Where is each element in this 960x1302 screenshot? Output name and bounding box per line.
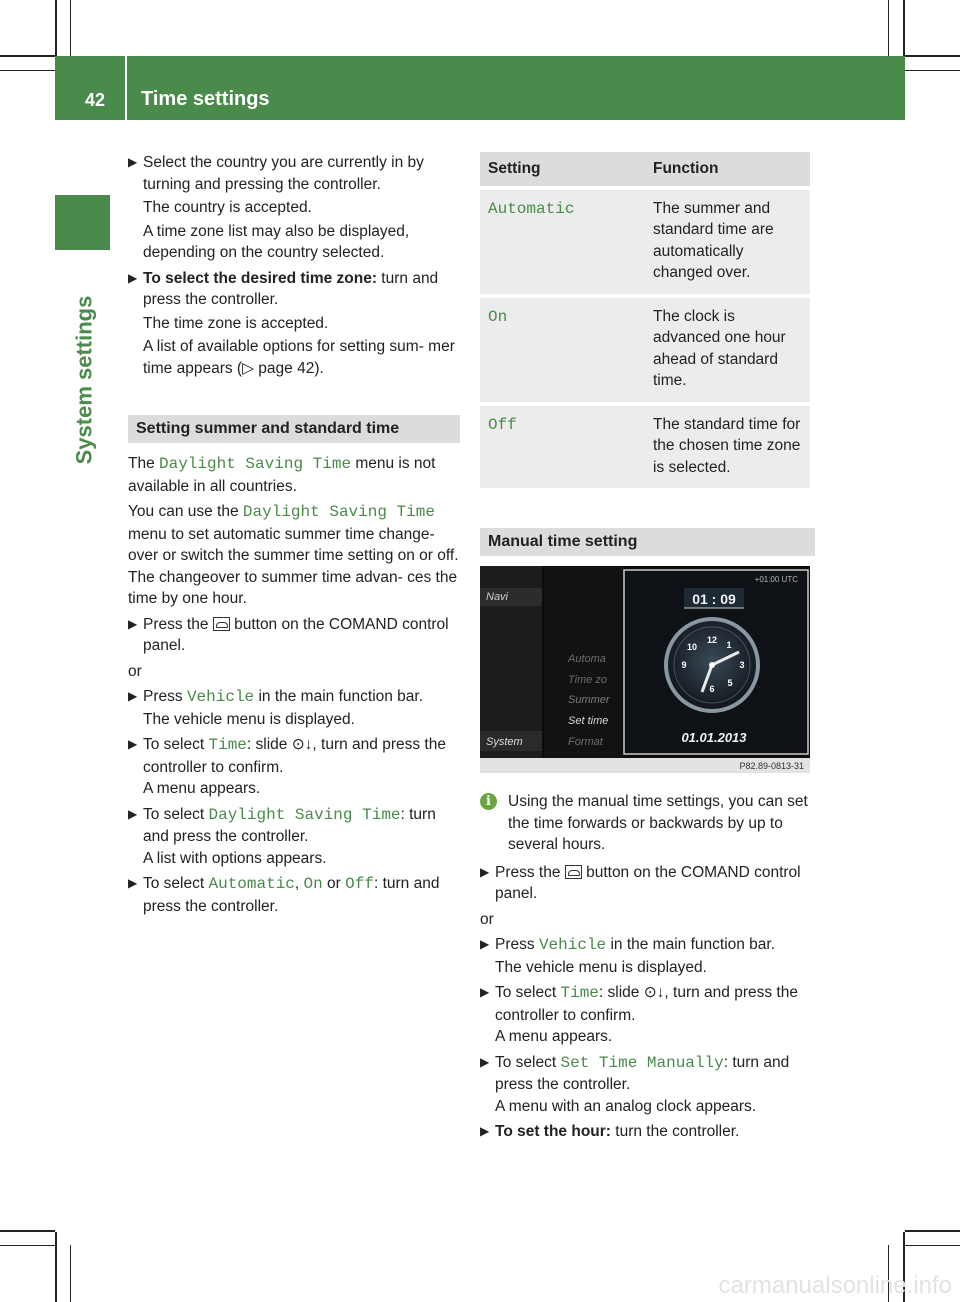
left-column xyxy=(128,152,460,921)
screen-submenu-item: Automa xyxy=(568,653,606,665)
or-separator: or xyxy=(128,662,142,680)
step-arrow-icon: ▶ xyxy=(480,1124,490,1138)
function-description: The clock is advanced one hour ahead of standard time. xyxy=(645,296,810,404)
menu-item-ref: Set Time Manually xyxy=(560,1053,724,1072)
crop-mark xyxy=(0,55,55,57)
step-arrow-icon: ▶ xyxy=(128,155,138,169)
settings-table xyxy=(480,152,810,488)
screen-date: 01.01.2013 xyxy=(681,730,747,745)
step-arrow-icon: ▶ xyxy=(128,270,138,285)
crop-mark xyxy=(55,1232,57,1302)
step-arrow-icon: ▶ xyxy=(128,876,138,890)
step-result: The vehicle menu is displayed. xyxy=(143,710,355,728)
page-number: 42 xyxy=(85,90,106,110)
info-text: Using the manual time settings, you can set the time forwards or backwards by up to several hours. xyxy=(508,793,808,853)
step-arrow-icon: ▶ xyxy=(128,616,138,631)
step-result: The time zone is accepted. xyxy=(143,314,329,332)
menu-item-ref: Vehicle xyxy=(186,688,255,706)
menu-item-ref: Automatic xyxy=(208,875,295,893)
step-result: The vehicle menu is displayed. xyxy=(495,958,707,976)
dial-number: 5 xyxy=(727,678,733,688)
screen-submenu-item: Set time xyxy=(568,715,609,727)
step-result: A list with options appears. xyxy=(143,849,327,867)
section-heading-manual-time: Manual time setting xyxy=(480,528,815,556)
step-result: The country is accepted. xyxy=(143,199,312,216)
step-note: A list of available options for setting sum- mer time appears (▷ page 42). xyxy=(143,338,455,377)
screen-digital-time: 01 : 09 xyxy=(692,591,736,607)
table-header-setting: Setting xyxy=(480,152,645,188)
info-icon: i xyxy=(480,793,497,810)
step-bold-label: To set the hour: xyxy=(495,1123,611,1140)
step-arrow-icon: ▶ xyxy=(128,806,138,821)
step-press-car-button: ▶ Press the button on the COMAND control panel. xyxy=(480,863,801,902)
step-result: A menu appears. xyxy=(143,780,261,797)
screen-submenu-item: Summer xyxy=(568,694,610,706)
step-bold-label: To select the desired time zone: xyxy=(143,269,377,287)
page-title: Time settings xyxy=(141,88,270,110)
step-arrow-icon: ▶ xyxy=(128,689,138,703)
header-divider xyxy=(125,56,127,120)
section-heading-summer-time: Setting summer and standard time xyxy=(128,415,460,443)
paragraph-availability: The Daylight Saving Time menu is not available in all countries. xyxy=(128,455,436,495)
crop-mark xyxy=(905,1230,960,1232)
setting-value: Off xyxy=(488,415,517,434)
screen-menu-navi: Navi xyxy=(486,591,509,603)
table-row xyxy=(480,296,810,404)
clock-screen-illustration xyxy=(480,566,810,773)
step-text: turn and press the controller. xyxy=(143,269,439,308)
function-description: The standard time for the chosen time zone is selected. xyxy=(645,404,810,489)
menu-item-ref: Time xyxy=(208,736,247,754)
crop-mark xyxy=(905,55,960,57)
crop-mark xyxy=(55,0,57,56)
step-select-country xyxy=(128,152,460,264)
menu-item-ref: Daylight Saving Time xyxy=(242,503,435,521)
car-button-icon xyxy=(565,865,582,879)
screen-submenu-item: Time zo xyxy=(568,674,608,686)
step-text: Select the country you are currently in by turning and pressing the controller. xyxy=(143,154,424,193)
setting-value: Automatic xyxy=(488,199,575,218)
step-arrow-icon: ▶ xyxy=(480,985,490,999)
screen-image-code: P82.89-0813-31 xyxy=(739,761,804,771)
step-select-set-time-manually: ▶ To select Set Time Manually: turn and press the controller. A menu with an analog clock appears. xyxy=(480,1052,815,1118)
info-note xyxy=(480,791,815,856)
dial-number: 1 xyxy=(726,640,732,650)
step-set-hour: ▶ To set the hour: turn the controller. xyxy=(480,1121,815,1143)
screen-utc-label: +01:00 UTC xyxy=(754,575,798,584)
function-description: The summer and standard time are automatically changed over. xyxy=(645,188,810,296)
dial-number: 9 xyxy=(681,660,687,670)
crop-mark xyxy=(70,1245,71,1302)
watermark: carmanualsonline.info xyxy=(718,1271,952,1299)
menu-item-ref: Off xyxy=(345,875,374,893)
screen-menu-system: System xyxy=(486,736,523,748)
table-row xyxy=(480,188,810,296)
crop-mark xyxy=(905,1245,960,1246)
dial-number: 10 xyxy=(686,642,698,652)
screen-submenu-item: Format xyxy=(568,736,603,748)
right-column xyxy=(480,152,815,1147)
menu-item-ref: Time xyxy=(560,984,599,1002)
side-tab-label: System settings xyxy=(71,295,97,465)
menu-item-ref: On xyxy=(303,875,323,893)
or-separator: or xyxy=(480,910,494,928)
crop-mark xyxy=(905,70,960,71)
menu-item-ref: Daylight Saving Time xyxy=(208,805,401,824)
step-select-time-zone xyxy=(128,268,460,380)
menu-item-ref: Vehicle xyxy=(538,936,607,954)
crop-mark xyxy=(0,1245,55,1246)
crop-mark xyxy=(0,1230,55,1232)
step-arrow-icon: ▶ xyxy=(480,937,490,951)
step-arrow-icon: ▶ xyxy=(128,737,138,751)
car-button-icon xyxy=(213,617,230,631)
table-header-function: Function xyxy=(645,152,810,188)
step-note: A time zone list may also be displayed, depending on the country selected. xyxy=(143,222,410,261)
dial-number: 3 xyxy=(739,660,745,670)
step-arrow-icon: ▶ xyxy=(480,864,490,879)
step-result: A menu with an analog clock appears. xyxy=(495,1097,757,1115)
page-header xyxy=(55,56,905,120)
step-result: A menu appears. xyxy=(495,1028,613,1045)
step-arrow-icon: ▶ xyxy=(480,1054,490,1069)
crop-mark xyxy=(888,0,889,56)
step-press-car-button: ▶ Press the button on the COMAND control panel. xyxy=(128,615,449,654)
step-select-time: ▶ To select Time: slide ⊙↓, turn and press the controller to confirm. A menu appears. xyxy=(480,982,815,1048)
side-tab-block xyxy=(55,195,110,250)
table-row xyxy=(480,404,810,489)
crop-mark xyxy=(0,70,55,71)
dial-number: 6 xyxy=(709,684,715,694)
crop-mark xyxy=(70,0,71,56)
paragraph-usage: You can use the Daylight Saving Time menu to set automatic summer time change- over or switch the summer time setting on or off. The changeover to summer time advan- ces the time by one hour. xyxy=(128,503,459,607)
step-select-time: ▶ To select Time: slide ⊙↓, turn and press the controller to confirm. A menu appears. xyxy=(128,734,460,800)
dial-number: 12 xyxy=(706,635,718,645)
menu-item-ref: Daylight Saving Time xyxy=(159,455,352,473)
comand-screen-image xyxy=(480,566,810,773)
step-press-vehicle: ▶ Press Vehicle in the main function bar. The vehicle menu is displayed. xyxy=(128,686,460,730)
setting-value: On xyxy=(488,307,508,326)
crop-mark xyxy=(903,0,905,56)
step-select-option: ▶ To select Automatic, On or Off: turn and press the controller. xyxy=(128,875,440,915)
step-select-dst: ▶ To select Daylight Saving Time: turn and press the controller. A list with options appears. xyxy=(128,804,460,870)
step-press-vehicle: ▶ Press Vehicle in the main function bar. The vehicle menu is displayed. xyxy=(480,934,815,978)
